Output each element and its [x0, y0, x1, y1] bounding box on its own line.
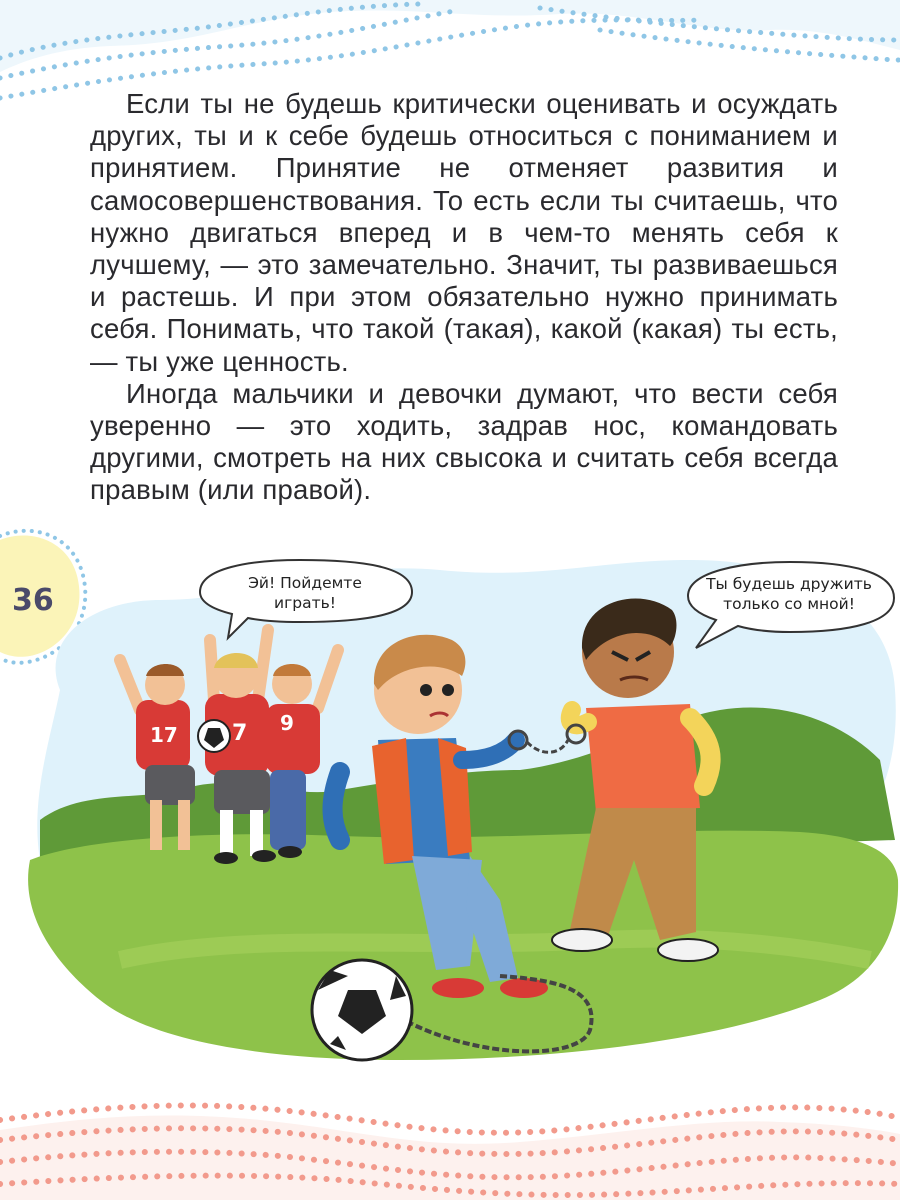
soccer-ball: [312, 960, 412, 1060]
jersey-number-1: 17: [150, 723, 178, 747]
speech-bubble-right-text: [700, 574, 878, 614]
paragraph-1: Если ты не будешь критически оценивать и осуждать других, ты и к себе будешь относиться с пониманием и принятием. Принятие не отменяет развития и самосовершенствования. То есть если ты считаешь, что нужно двигаться вперед и в чем-то менять себя к лучшему, — это замечательно. Значит, ты развиваешься и растешь. И при этом обязательно нужно принимать себя. Понимать, что такой (такая), какой (какая) ты есть, — ты уже ценность.: [90, 88, 838, 377]
jersey-number-3: 9: [280, 711, 294, 735]
speech-bubble-left-line-2: играть!: [274, 594, 336, 612]
speech-bubble-right-line-1: Ты будешь дружить: [706, 575, 872, 593]
speech-bubble-right-line-2: только со мной!: [723, 595, 855, 613]
speech-bubble-left-line-1: Эй! Пойдемте: [248, 574, 362, 592]
speech-bubble-left-text: [220, 573, 390, 613]
body-text: [90, 88, 838, 507]
jersey-number-2: 7: [232, 721, 248, 746]
page-number: 36: [12, 583, 54, 618]
paragraph-2: Иногда мальчики и девочки думают, что вести себя уверенно — это ходить, задрав нос, командовать другими, смотреть на них свысока и считать себя всегда правым (или правой).: [90, 377, 838, 506]
